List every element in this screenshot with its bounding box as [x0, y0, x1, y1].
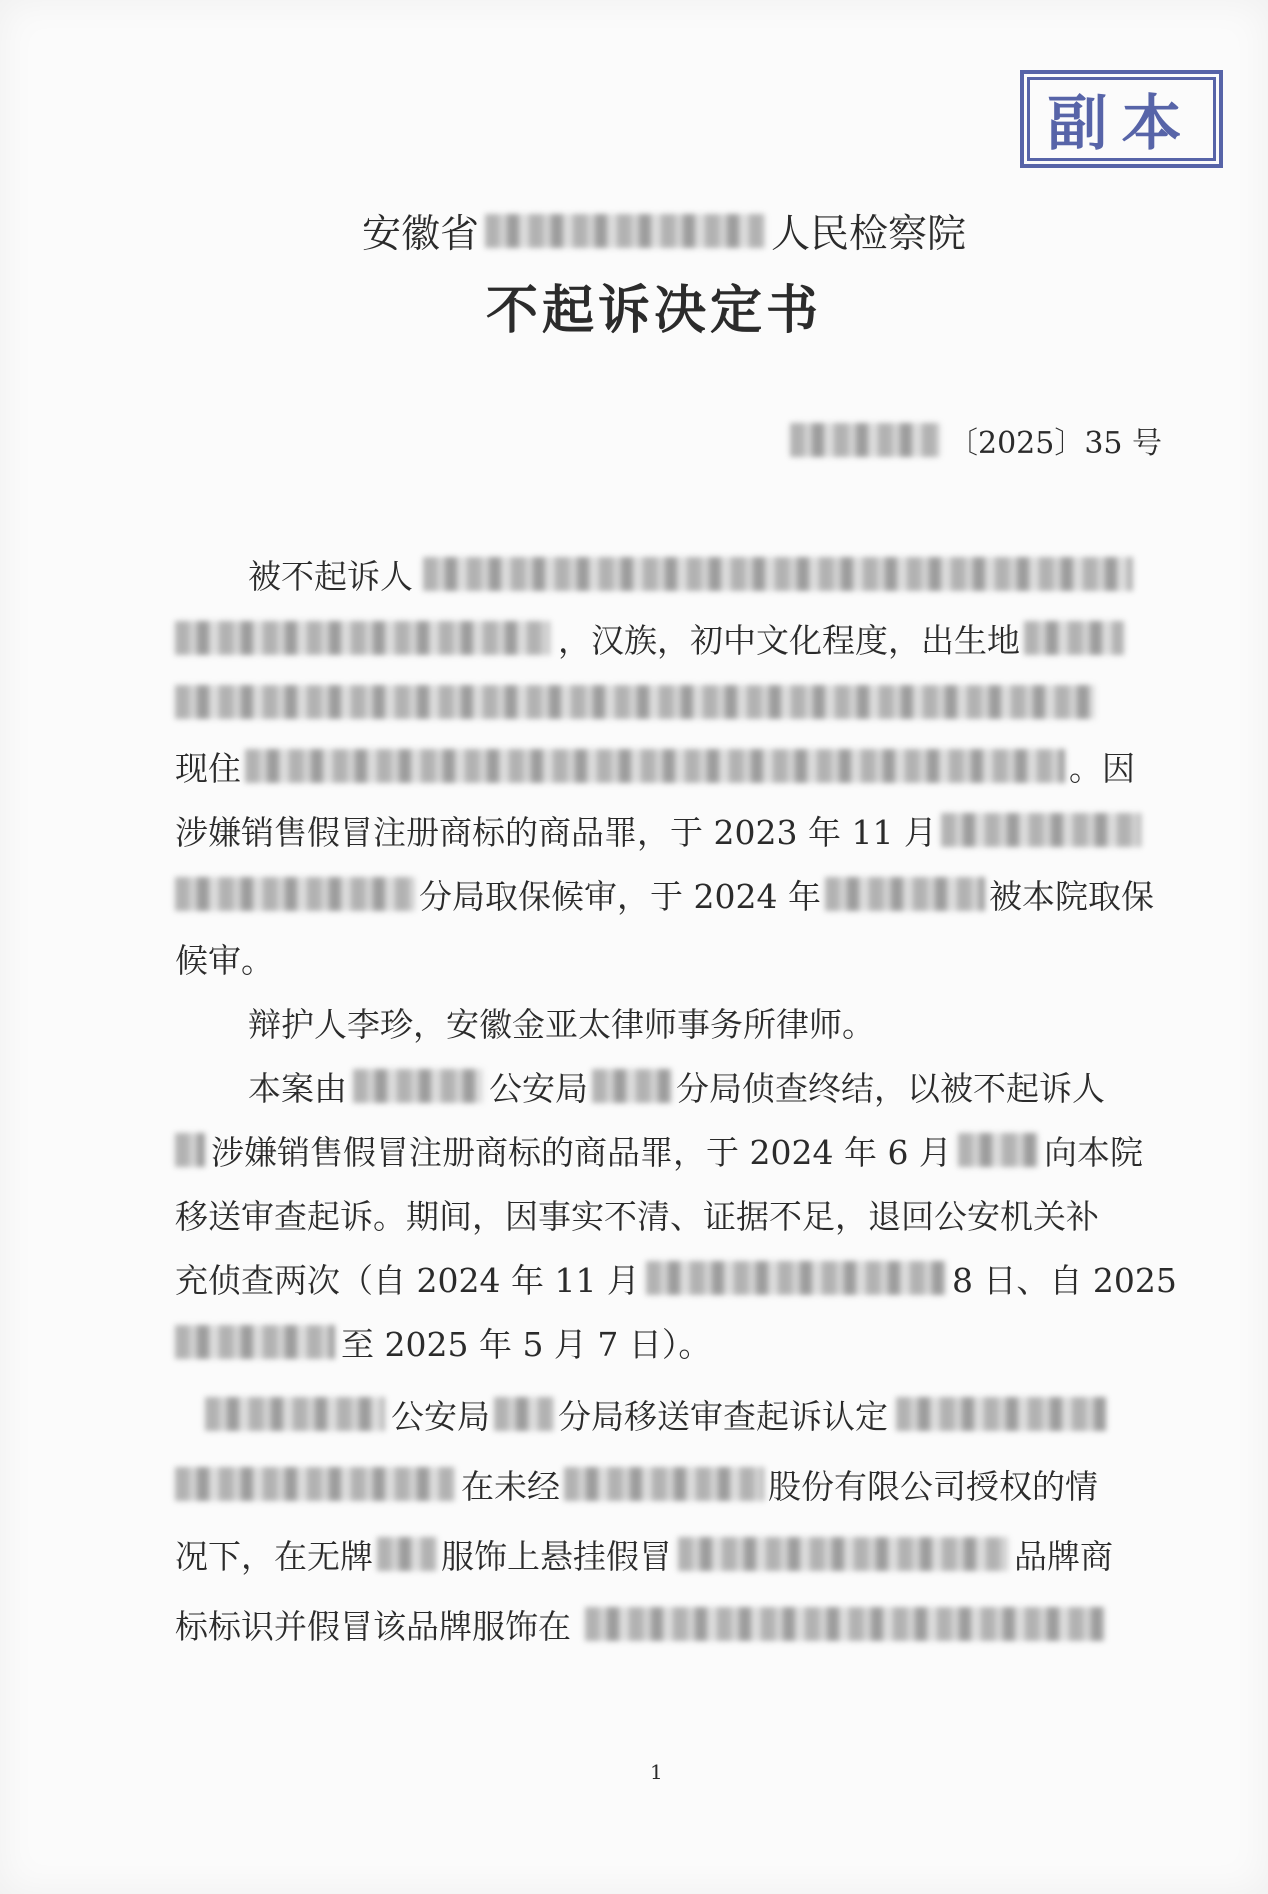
body-line [205, 1390, 1106, 1438]
redacted-region [423, 557, 1133, 591]
redacted-region [175, 1325, 335, 1359]
body-text: 移送审查起诉。期间，因事实不清、证据不足，退回公安机关补 [175, 1196, 1099, 1236]
redacted-region [790, 423, 940, 457]
body-text: 分局侦查终结，以被不起诉人 [676, 1068, 1105, 1108]
body-line [175, 614, 1124, 662]
page-number: 1 [650, 1760, 663, 1784]
redacted-region [896, 1397, 1106, 1431]
body-line [248, 998, 875, 1046]
redacted-region [353, 1069, 483, 1103]
redacted-region [941, 813, 1141, 847]
redacted-region [377, 1537, 437, 1571]
document-title: 不起诉决定书 [485, 280, 822, 341]
redacted-region [245, 749, 1065, 783]
document-number [790, 418, 1162, 462]
body-text: 至 2025 年 5 月 7 日）。 [341, 1324, 712, 1364]
body-line [175, 1530, 1113, 1578]
header-suffix: 人民检察院 [771, 212, 967, 257]
body-line [248, 1062, 1105, 1110]
body-line [248, 550, 1133, 598]
body-text: 现住 [175, 748, 241, 788]
body-line [175, 1460, 1098, 1508]
document-number-code: 〔2025〕35 号 [948, 426, 1163, 461]
body-text: 辩护人李珍，安徽金亚太律师事务所律师。 [248, 1004, 875, 1044]
body-line [175, 870, 1154, 918]
body-text: 品牌商 [1014, 1536, 1113, 1576]
body-line [175, 1190, 1099, 1238]
redacted-region [494, 1397, 554, 1431]
body-text: 被本院取保 [988, 876, 1154, 916]
body-text: 候审。 [175, 940, 274, 980]
body-text: ，汉族，初中文化程度，出生地 [558, 620, 1020, 660]
body-text: 本案由 [248, 1068, 347, 1108]
redacted-region [585, 1607, 1105, 1641]
redacted-region [205, 1397, 385, 1431]
body-line [175, 1254, 1177, 1302]
body-text: 况下，在无牌 [175, 1536, 373, 1576]
body-line [175, 1126, 1143, 1174]
body-text: 分局移送审查起诉认定 [558, 1396, 888, 1436]
body-text: 在未经 [461, 1466, 560, 1506]
body-line [175, 1600, 1105, 1648]
body-line [175, 934, 274, 982]
header-province: 安徽省 [362, 212, 480, 257]
redacted-region [485, 214, 765, 248]
redacted-region [592, 1069, 672, 1103]
body-line [175, 1318, 711, 1366]
body-text: 8 日、自 2025 [951, 1260, 1177, 1300]
body-text: 向本院 [1043, 1132, 1143, 1172]
redacted-region [678, 1537, 1008, 1571]
body-text: 分局取保候审，于 2024 年 [419, 876, 821, 916]
body-text: 服饰上悬挂假冒 [441, 1536, 672, 1576]
body-text: 公安局 [489, 1068, 588, 1108]
body-text: 涉嫌销售假冒注册商标的商品罪，于 2023 年 11 月 [175, 812, 937, 852]
copy-stamp: 副本 [1020, 70, 1223, 168]
redacted-region [825, 877, 985, 911]
redacted-region [175, 1133, 205, 1167]
body-text: 涉嫌销售假冒注册商标的商品罪，于 2024 年 6 月 [211, 1132, 952, 1172]
redacted-region [564, 1467, 764, 1501]
body-text: 股份有限公司授权的情 [768, 1466, 1098, 1506]
redacted-region [1024, 621, 1124, 655]
redacted-region [175, 685, 1095, 719]
redacted-region [175, 621, 550, 655]
body-line [175, 742, 1135, 790]
procuratorate-header [362, 203, 966, 259]
redacted-region [175, 877, 415, 911]
body-line [175, 806, 1141, 854]
body-line [175, 678, 1095, 726]
redacted-region [646, 1261, 946, 1295]
body-text: 。因 [1069, 748, 1135, 788]
redacted-region [958, 1133, 1038, 1167]
body-text: 充侦查两次（自 2024 年 11 月 [175, 1260, 640, 1300]
body-text: 被不起诉人 [248, 556, 413, 596]
redacted-region [175, 1467, 455, 1501]
body-text: 公安局 [391, 1396, 490, 1436]
body-text: 标标识并假冒该品牌服饰在 [175, 1606, 571, 1646]
